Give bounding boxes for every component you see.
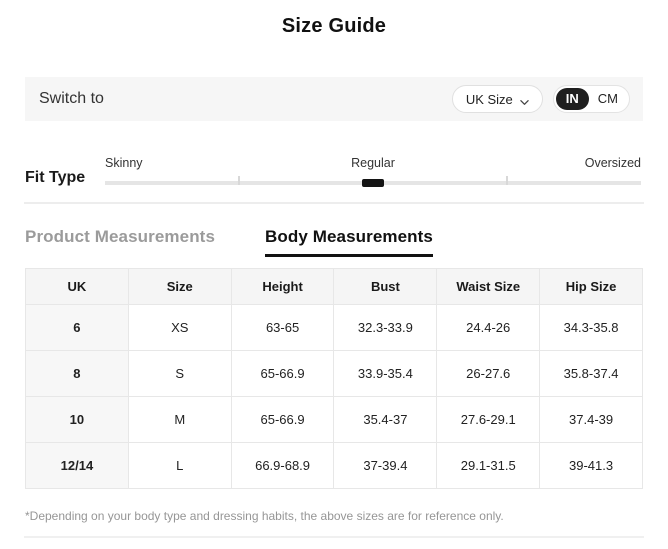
measurement-cell: 24.4-26 [437, 305, 540, 351]
fit-type-label: Fit Type [25, 169, 86, 186]
uk-size-cell: 12/14 [26, 443, 129, 489]
column-header: Height [231, 269, 334, 305]
region-size-value: UK Size [465, 91, 513, 107]
measurement-cell: 65-66.9 [231, 397, 334, 443]
measurement-cell: 34.3-35.8 [540, 305, 643, 351]
tab-body-measurements[interactable]: Body Measurements [265, 227, 433, 257]
fit-option-skinny[interactable]: Skinny [105, 156, 143, 170]
measurement-cell: S [128, 351, 231, 397]
column-header: Hip Size [540, 269, 643, 305]
size-table [25, 268, 643, 489]
uk-size-cell: 10 [26, 397, 129, 443]
switch-to-bar [25, 77, 643, 121]
chevron-down-icon [520, 95, 529, 104]
measurement-cell: 65-66.9 [231, 351, 334, 397]
fit-type-slider [105, 156, 641, 185]
table-row [26, 351, 643, 397]
measurement-cell: XS [128, 305, 231, 351]
page-title: Size Guide [281, 15, 387, 37]
measurement-cell: 63-65 [231, 305, 334, 351]
table-row [26, 397, 643, 443]
measurement-cell: 37-39.4 [334, 443, 437, 489]
measurement-cell: 39-41.3 [540, 443, 643, 489]
uk-size-cell: 6 [26, 305, 129, 351]
unit-option-cm[interactable]: CM [597, 91, 618, 106]
fit-option-oversized[interactable]: Oversized [584, 156, 641, 170]
unit-toggle[interactable] [553, 85, 630, 113]
section-divider [24, 202, 644, 204]
column-header: Size [128, 269, 231, 305]
slider-tick [506, 176, 508, 185]
tab-product-measurements[interactable]: Product Measurements [25, 227, 215, 246]
measurement-cell: 35.8-37.4 [540, 351, 643, 397]
column-header: Waist Size [437, 269, 540, 305]
measurement-cell: 29.1-31.5 [437, 443, 540, 489]
measurement-cell: 66.9-68.9 [231, 443, 334, 489]
measurement-cell: 33.9-35.4 [334, 351, 437, 397]
measurement-cell: 37.4-39 [540, 397, 643, 443]
fit-type-options [105, 156, 641, 172]
measurement-tabs [25, 227, 433, 257]
measurement-cell: L [128, 443, 231, 489]
table-row [26, 305, 643, 351]
switch-controls [452, 85, 630, 113]
footnote: *Depending on your body type and dressing habits, the above sizes are for reference only. [25, 509, 504, 523]
measurement-cell: 35.4-37 [334, 397, 437, 443]
measurement-cell: 27.6-29.1 [437, 397, 540, 443]
region-size-dropdown[interactable] [452, 85, 543, 113]
bottom-divider [24, 536, 644, 538]
fit-option-regular[interactable]: Regular [351, 156, 395, 170]
fit-slider-handle[interactable] [362, 179, 384, 187]
switch-to-label: Switch to [39, 90, 104, 107]
table-header-row [26, 269, 643, 305]
uk-size-cell: 8 [26, 351, 129, 397]
slider-tick [238, 176, 240, 185]
column-header: Bust [334, 269, 437, 305]
table-row [26, 443, 643, 489]
measurement-cell: 32.3-33.9 [334, 305, 437, 351]
fit-slider-track[interactable] [105, 181, 641, 185]
measurement-cell: M [128, 397, 231, 443]
unit-option-in[interactable]: IN [556, 88, 589, 110]
measurement-cell: 26-27.6 [437, 351, 540, 397]
column-header: UK [26, 269, 129, 305]
